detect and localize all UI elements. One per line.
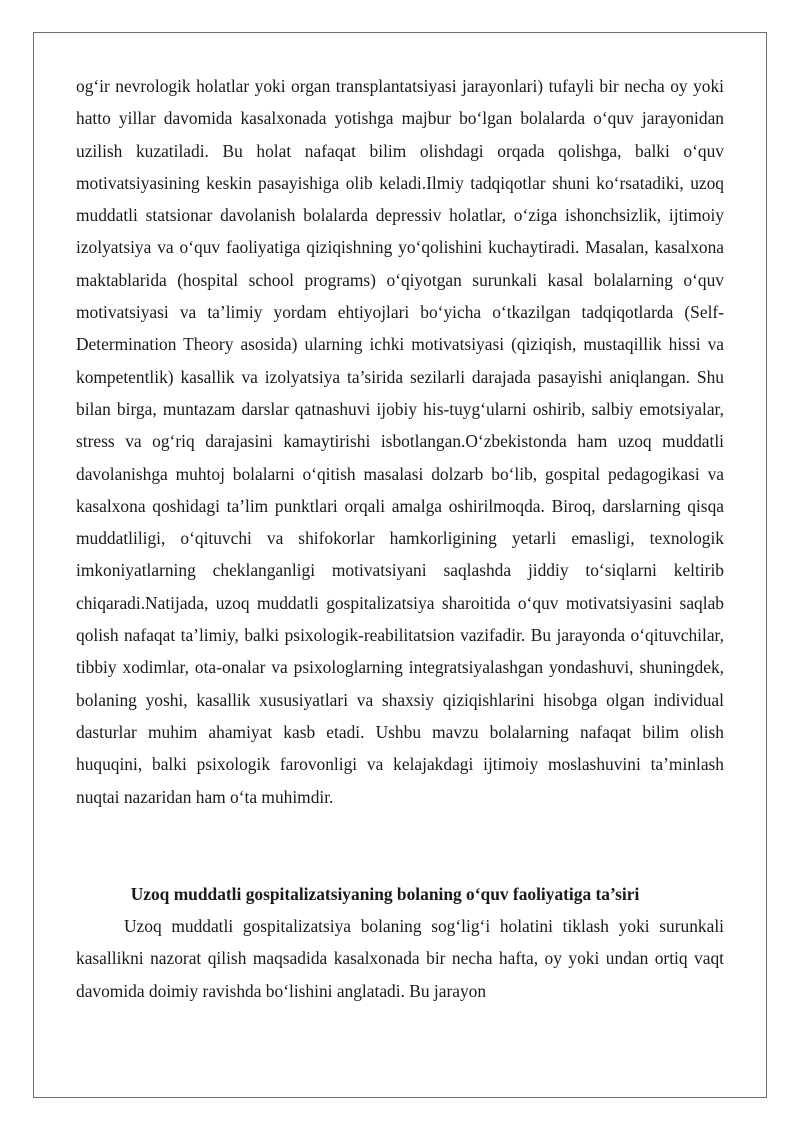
body-paragraph: og‘ir nevrologik holatlar yoki organ transplantatsiyasi jarayonlari) tufayli bir necha oy yoki hatto yillar davomida kasalxonada yotishga majbur bo‘lgan bolalarda o‘quv jarayonidan uzilish kuzatiladi. Bu holat nafaqat bilim olishdagi orqada qolishga, balki o‘quv motivatsiyasining keskin pasayishiga olib keladi.Ilmiy tadqiqotlar shuni ko‘rsatadiki, uzoq muddatli statsionar davolanish bolalarda depressiv holatlar, o‘ziga ishonchsizlik, ijtimoiy izolyatsiya va o‘quv faoliyatiga qiziqishning yo‘qolishini kuchaytiradi. Masalan, kasalxona maktablarida (hospital school programs) o‘qiyotgan surunkali kasal bolalarning o‘quv motivatsiyasi va ta’limiy yordam ehtiyojlari bo‘yicha o‘tkazilgan tadqiqotlarda (Self-Determination Theory asosida) ularning ichki motivatsiyasi (qiziqish, mustaqillik hissi va kompetentlik) kasallik va izolyatsiya ta’sirida sezilarli darajada pasayishi aniqlangan. Shu bilan birga, muntazam darslar qatnashuvi ijobiy his-tuyg‘ularni oshirib, salbiy emotsiyalar, stress va og‘riq darajasini kamaytirishi isbotlangan.O‘zbekistonda ham uzoq muddatli davolanishga muhtoj bolalarni o‘qitish masalasi dolzarb bo‘lib, gospital pedagogikasi va kasalxona qoshidagi ta’lim punktlari orqali amalga oshirilmoqda. Biroq, darslarning qisqa muddatliligi, o‘qituvchi va shifokorlar hamkorligining yetarli emasligi, texnologik imkoniyatlarning cheklanganligi motivatsiyani saqlashda jiddiy to‘siqlarni keltirib chiqaradi.Natijada, uzoq muddatli gospitalizatsiya sharoitida o‘quv motivatsiyasini saqlab qolish nafaqat ta’limiy, balki psixologik-reabilitatsion vazifadir. Bu jarayonda o‘qituvchilar, tibbiy xodimlar, ota-onalar va psixologlarning integratsiyalashgan yondashuvi, shuningdek, bolaning yoshi, kasallik xususiyatlari va shaxsiy qiziqishlarini hisobga olgan individual dasturlar muhim ahamiyat kasb etadi. Ushbu mavzu bolalarning nafaqat bilim olish huquqini, balki psixologik farovonligi va kelajakdagi ijtimoiy moslashuvini ta’minlash nuqtai nazaridan ham o‘ta muhimdir. — [76, 76, 724, 807]
document-body — [76, 70, 724, 1007]
paragraph-spacer — [76, 813, 724, 878]
body-paragraph: Uzoq muddatli gospitalizatsiya bolaning sog‘lig‘i holatini tiklash yoki surunkali kasallikni nazorat qilish maqsadida kasalxonada bir necha hafta, oy yoki undan ortiq vaqt davomida doimiy ravishda bo‘lishini anglatadi. Bu jarayon — [76, 916, 724, 1001]
section-heading: Uzoq muddatli gospitalizatsiyaning bolaning o‘quv faoliyatiga ta’siri — [130, 883, 640, 904]
